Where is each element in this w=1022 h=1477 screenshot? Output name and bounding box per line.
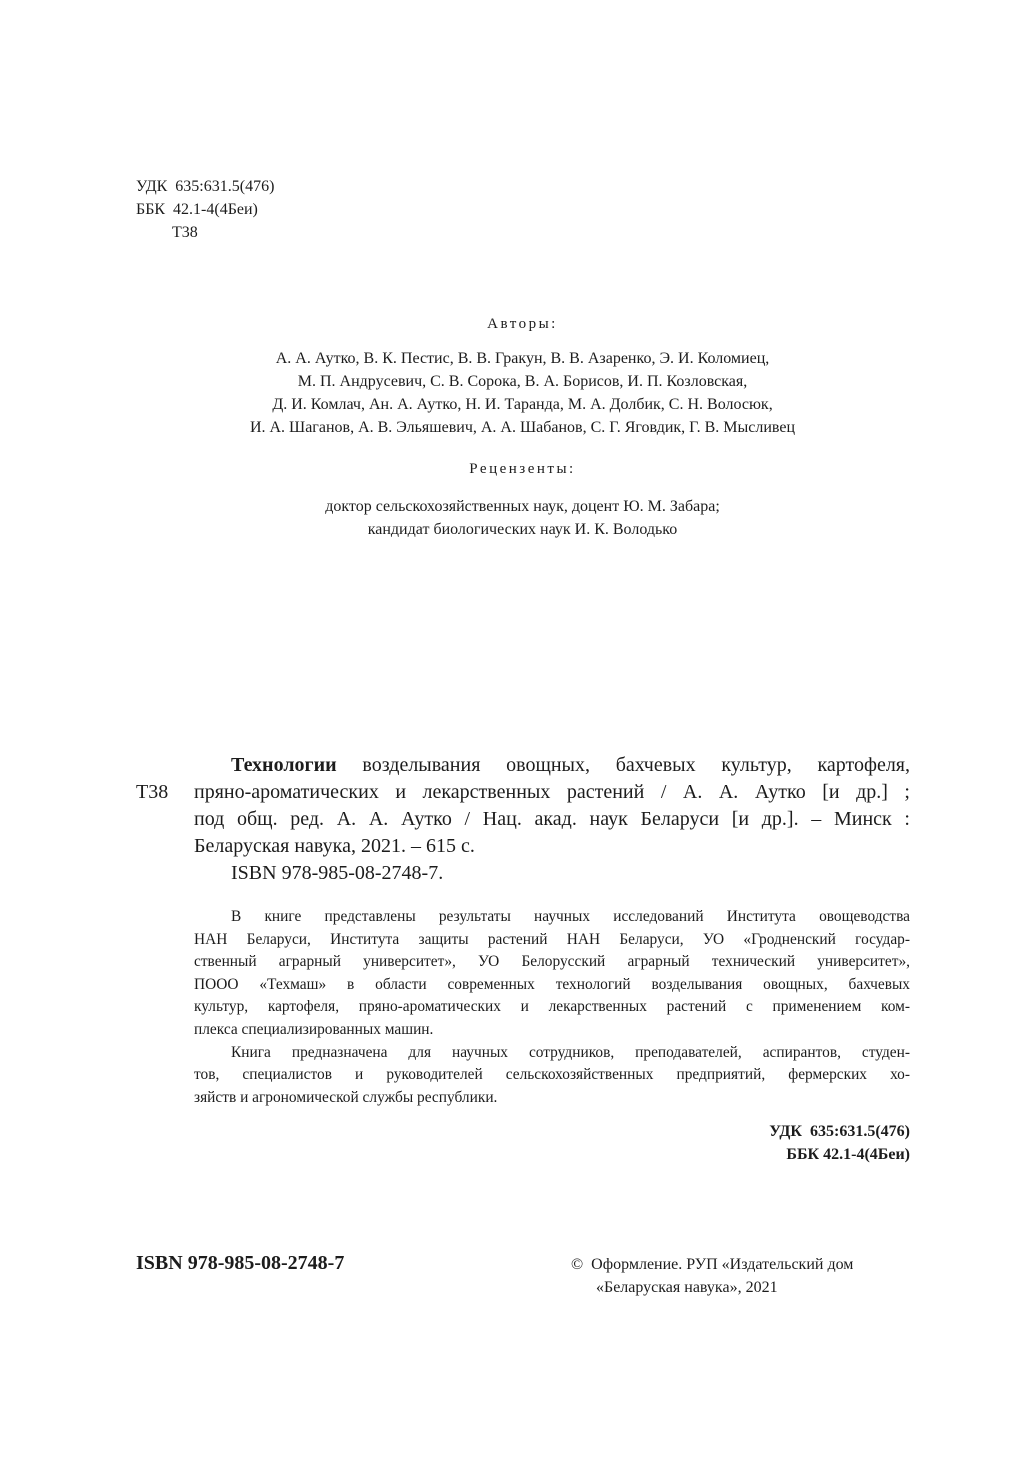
annotation-line: ственный аграрный университет», УО Белорусский аграрный технический университет», — [194, 953, 910, 971]
annotation-line: плекса специализированных машин. — [194, 1020, 434, 1038]
annotation-line: В книге представлены результаты научных исследований Института овощеводства — [231, 908, 910, 925]
author-sign-top: Т38 — [172, 224, 198, 241]
bbk-code-top: ББК 42.1-4(4Беи) — [136, 201, 258, 218]
authors-line: М. П. Андрусевич, С. В. Сорока, В. А. Борисов, И. П. Козловская, — [297, 373, 748, 390]
annotation — [194, 906, 910, 1109]
authors-list — [0, 347, 1022, 439]
annotation-line: НАН Беларуси, Института защиты растений НАН Беларуси, УО «Гродненский государ- — [194, 930, 910, 948]
biblio-line-1 — [194, 752, 910, 779]
reviewer-line: кандидат биологических наук И. К. Володько — [367, 521, 678, 538]
udk-code-top: УДК 635:631.5(476) — [136, 178, 275, 195]
book-title-word: Технологии — [231, 754, 337, 776]
authors-heading: Авторы: — [487, 316, 558, 332]
reviewer-line: доктор сельскохозяйственных наук, доцент Ю. М. Забара; — [325, 498, 720, 515]
bibliographic-sign: Т38 — [136, 781, 169, 803]
authors-line: И. А. Шаганов, А. В. Эльяшевич, А. А. Шабанов, С. Г. Яговдик, Г. В. Мысливец — [249, 419, 796, 436]
biblio-isbn-line: ISBN 978-985-08-2748-7. — [231, 862, 444, 884]
biblio-line-2: пряно-ароматических и лекарственных растений / А. А. Аутко [и др.] ; — [194, 781, 910, 803]
annotation-line: зяйств и агрономической службы республики. — [194, 1088, 498, 1106]
authors-line: Д. И. Комлач, Ан. А. Аутко, Н. И. Таранда, М. А. Долбик, С. Н. Волосюк, — [272, 396, 773, 413]
bbk-code-bottom: ББК 42.1-4(4Беи) — [786, 1146, 910, 1163]
annotation-line: тов, специалистов и руководителей сельскохозяйственных предприятий, фермерских хо- — [194, 1066, 910, 1084]
reviewers-heading: Рецензенты: — [469, 461, 576, 477]
biblio-line-3: под общ. ред. А. А. Аутко / Нац. акад. наук Беларуси [и др.]. – Минск : — [194, 808, 910, 830]
annotation-line: Книга предназначена для научных сотрудников, преподавателей, аспирантов, студен- — [231, 1043, 910, 1061]
authors-line: А. А. Аутко, В. К. Пестис, В. В. Гракун, В. В. Азаренко, Э. И. Коломиец, — [275, 350, 770, 367]
copyright-block — [571, 1253, 853, 1299]
annotation-line: ПООО «Техмаш» в области современных технологий возделывания овощных, бахчевых — [194, 975, 910, 993]
biblio-line-4: Беларуская навука, 2021. – 615 с. — [194, 835, 475, 857]
copyright-line-2: «Беларуская навука», 2021 — [596, 1279, 778, 1296]
footer-codes — [769, 1120, 910, 1166]
copyright-line-1: © Оформление. РУП «Издательский дом — [571, 1256, 854, 1273]
book-title-rest: возделывания овощных, бахчевых культур, картофеля, — [336, 754, 910, 776]
bibliographic-record — [194, 752, 910, 887]
udk-code-bottom: УДК 635:631.5(476) — [769, 1123, 910, 1140]
reviewers-list — [0, 495, 1022, 541]
isbn-bottom: ISBN 978-985-08-2748-7 — [136, 1252, 345, 1274]
annotation-line: культур, картофеля, пряно-ароматических и лекарственных растений с применением ком- — [194, 998, 910, 1016]
